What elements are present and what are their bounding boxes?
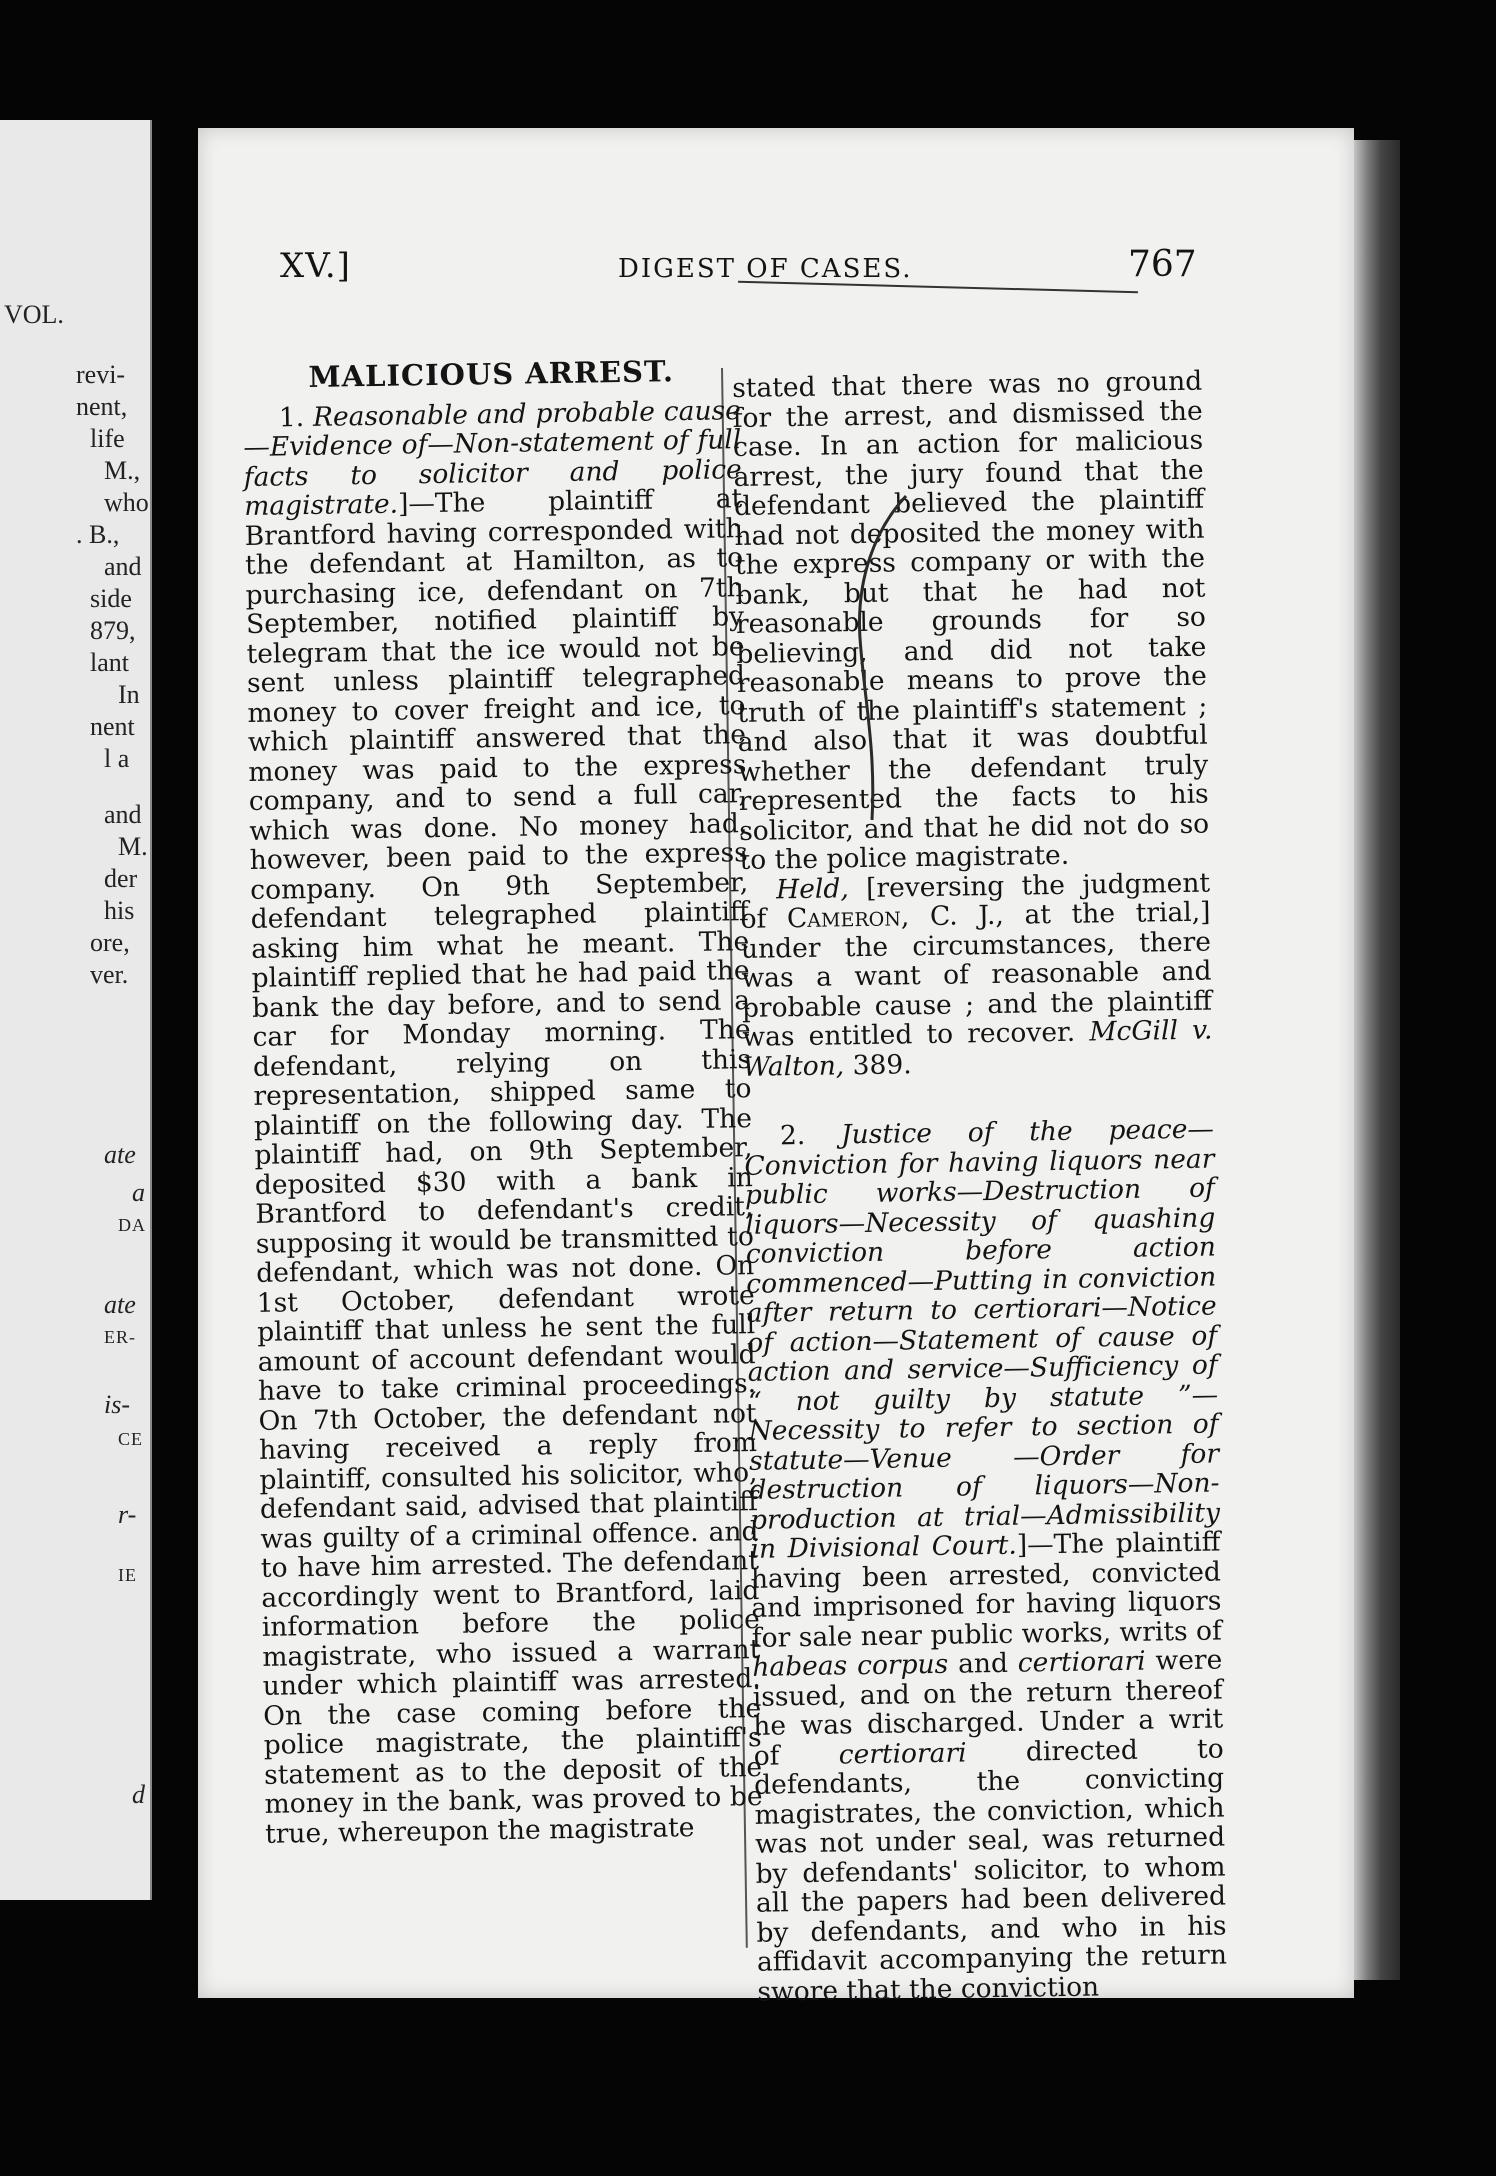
case-2-body-3: were issued, and on the return thereof he was discharged. Under a writ of: [752, 1644, 1224, 1772]
case-1-paragraph: 1. Reasonable and probable cause —Evidence of—Non-statement of full facts to solicitor and police magistrate.]—The plaintiff at Brantford having corresponded with the defendant at Hamilton, as to purchasing ice, defendant on 7th September, notified plaintiff by telegram that the ice would not be sent unless plaintiff telegraphed money to cover freight and ice, to which plaintiff answered that the money was paid to the express company, and to send a full car, which was done. No money had, however, been paid to the express company. On 9th September, defendant telegraphed plaintiff asking him what he meant. The plaintiff replied that he had paid the bank the day before, and to send a car for Monday morning. The defendant, relying on this representation, shipped same to plaintiff on the following day. The plaintiff had, on 9th September, deposited $30 with a bank in Brantford to defendant's credit, supposing it would be transmitted to defendant, which was not done. On 1st October, defendant wrote plaintiff that unless he sent the full amount of account defendant would have to take criminal proceedings. On 7th October, the defendant not having received a reply from plaintiff, consulted his solicitor, who, defendant said, advised that plaintiff was guilty of a criminal offence. and to have him arrested. The defendant accordingly went to Brantford, laid information before the police magistrate, who issued a warrant under which plaintiff was arrested. On the case coming before the police magistrate, the plaintiff's statement as to the deposit of the money in the bank, was proved to be true, whereupon the magistrate: [243, 394, 763, 1850]
facing-page: [0, 120, 152, 1900]
facing-page-fragment: In: [118, 680, 140, 709]
left-column: [242, 356, 763, 1849]
facing-page-fragment: nent,: [76, 392, 128, 421]
judge-name: Cameron: [786, 901, 902, 935]
facing-page-fragment: ER-: [104, 1327, 136, 1347]
facing-page-fragment: a: [132, 1178, 145, 1207]
volume-label: XV.]: [280, 246, 351, 286]
case-1-holding: [740, 868, 1213, 1082]
right-column: [732, 367, 1228, 2007]
facing-page-fragment: ore,: [90, 928, 130, 957]
facing-page-fragment: is-: [104, 1390, 130, 1419]
page-edge: [1354, 140, 1400, 1980]
facing-page-fragment: ver.: [90, 960, 129, 989]
facing-page-fragment: lant: [90, 648, 129, 677]
held-label: Held,: [775, 872, 849, 905]
facing-page-fragment: who: [104, 488, 149, 517]
facing-page-fragment: l a: [104, 744, 130, 773]
facing-page-fragment: and: [104, 552, 142, 581]
case-1-headnote: Reasonable and probable cause —Evidence of—Non-statement of full facts to solicitor and police magistrate.: [243, 394, 742, 522]
facing-page-fragment: life: [90, 424, 125, 453]
case-citation: McGill v. Walton,: [742, 1014, 1213, 1083]
facing-page-fragment: d: [132, 1780, 145, 1809]
section-title: MALICIOUS ARREST.: [308, 354, 675, 394]
running-title: DIGEST OF CASES.: [618, 254, 913, 284]
page-number: 767: [1128, 244, 1197, 285]
case-1-number: 1.: [278, 401, 305, 433]
citation-page: 389.: [843, 1048, 912, 1081]
case-1-continued: stated that there was no ground for the arrest, and dismissed the case. In an action for malicious arrest, the jury found that the defendant believed the plaintiff had not deposited the money with the express company or with the bank, but that he had not reasonable grounds for so believing, and did not take reasonable means to prove the truth of the plaintiff's statement ; and also that it was doubtful whether the defendant truly represented the facts to his solicitor, and that he did not do so to the police magistrate.: [731, 365, 1210, 876]
habeas-corpus: habeas corpus: [752, 1648, 949, 1683]
facing-page-fragment: nent: [90, 712, 135, 741]
facing-page-fragment: VOL.: [4, 300, 64, 329]
held-text-2: , C. J., at the trial,] under the circumstances, there was a want of reasonable and probable cause ; and the plaintiff was entitled to recover.: [740, 896, 1213, 1053]
facing-page-fragment: CE: [118, 1429, 144, 1449]
case-1-body: —The plaintiff at Brantford having corresponded with the defendant at Hamilton, as to purchasing ice, defendant on 7th September, notified plaintiff by telegram that the ice would not be sent unless plaintiff telegraphed money to cover freight and ice, to which plaintiff answered that the money was paid to the express company, and to send a full car, which was done. No money had, however, been paid to the express company. On 9th September, defendant telegraphed plaintiff asking him what he meant. The plaintiff replied that he had paid the bank the day before, and to send a car for Monday morning. The defendant, relying on this representation, shipped same to plaintiff on the following day. The plaintiff had, on 9th September, deposited $30 with a bank in Brantford to defendant's credit, supposing it would be transmitted to defendant, which was not done. On 1st October, defendant wrote plaintiff that unless he sent the full amount of account defendant would have to take criminal proceedings. On 7th October, the defendant not having received a reply from plaintiff, consulted his solicitor, who, defendant said, advised that plaintiff was guilty of a criminal offence. and to have him arrested. The defendant accordingly went to Brantford, laid information before the police magistrate, who issued a warrant under which plaintiff was arrested. On the case coming before the police magistrate, the plaintiff's statement as to the deposit of the money in the bank, was proved to be true, whereupon the magistrate: [244, 483, 763, 1850]
facing-page-fragment: M.: [118, 832, 148, 861]
case-2-headnote: Justice of the peace—Conviction for having liquors near public works—Destruction of liquors—Necessity of quashing conviction before action commenced—Putting in conviction after return to certiorari—Notice of action—Statement of cause of action and service—Sufficiency of “ not guilty by statute ”—Necessity to refer to section of statute—Venue —Order for destruction of liquors—Non-production at trial—Admissibility in Divisional Court.: [744, 1113, 1221, 1565]
case-2-body-2: and: [947, 1647, 1019, 1680]
pen-mark: [846, 488, 916, 828]
facing-page-fragment: . B.,: [76, 520, 120, 549]
certiorari-2: certiorari: [838, 1736, 967, 1770]
facing-page-fragment: 879,: [90, 616, 136, 645]
facing-page-fragment: his: [104, 896, 135, 925]
case-2-body-1: ]—The plaintiff having been arrested, convicted and imprisoned for having liquors for sale near public works, writs of: [750, 1526, 1223, 1654]
facing-page-fragment: ate: [104, 1290, 136, 1319]
case-2-body-4: directed to defendants, the convicting magistrates, the conviction, which was not under seal, was returned by defendants' solicitor, to whom all the papers had been delivered by defendants, and who in his affidavit accompanying the return swore that the conviction: [753, 1732, 1228, 2008]
facing-page-fragment: DA: [118, 1215, 146, 1235]
header-rule: [738, 281, 1138, 293]
held-text-1: [reversing the judgment of: [740, 867, 1211, 935]
case-2-number: 2.: [779, 1119, 806, 1152]
case-2-paragraph: [744, 1115, 1228, 2007]
facing-page-fragment: IE: [118, 1565, 137, 1585]
facing-page-fragment: M.,: [104, 456, 141, 485]
facing-page-fragment: r-: [118, 1500, 137, 1529]
book-page: [198, 128, 1354, 2008]
facing-page-fragment: and: [104, 800, 142, 829]
certiorari-1: certiorari: [1017, 1645, 1146, 1679]
facing-page-fragment: der: [104, 864, 138, 893]
facing-page-fragment: revi-: [76, 360, 126, 389]
facing-page-fragment: side: [90, 584, 132, 613]
facing-page-fragment: ate: [104, 1140, 136, 1169]
